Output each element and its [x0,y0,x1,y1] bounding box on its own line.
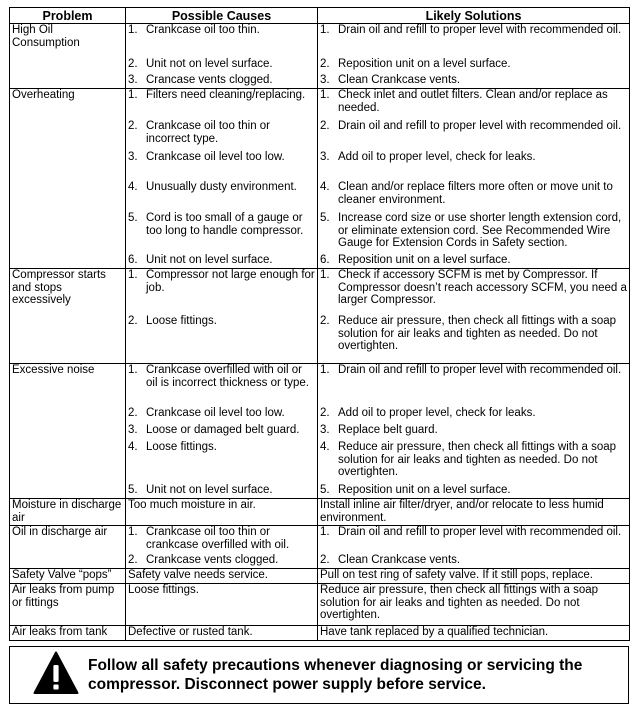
problem-cell: Air leaks from tank [10,626,126,641]
solution-text: Replace belt guard. [338,424,438,436]
table-row [10,120,630,151]
cause-text: Loose fittings. [146,315,217,327]
solution-cell [318,407,630,424]
cause-text: Loose fittings. [146,441,217,453]
cause-number: 1. [128,89,138,101]
cause-text: Crankcase oil too thin or incorrect type. [146,120,271,145]
cause-text: Crankcase overfilled with oil or oil is incorrect thickness or type. [146,364,309,389]
cause-cell [126,424,318,441]
cause-cell [126,364,318,408]
solution-cell [318,181,630,212]
solution-text: Clean and/or replace filters more often or move unit to cleaner environment. [338,181,613,206]
cause-cell [126,407,318,424]
problem-cell: Overheating [10,89,126,121]
problem-cell [10,58,126,74]
problem-cell: Moisture in discharge air [10,499,126,526]
cause-text: Unit not on level surface. [146,484,273,496]
cause-number: 1. [128,24,138,36]
solution-number: 1. [320,89,330,101]
cause-cell [126,441,318,484]
solution-text: Drain oil and refill to proper level with recommended oil. [338,526,622,538]
solution-cell [318,424,630,441]
solution-number: 2. [320,58,330,70]
cause-cell: Safety valve needs service. [126,569,318,584]
cause-number: 3. [128,151,138,163]
solution-text: Increase cord size or use shorter length extension cord, or eliminate extension cord. See Recommended Wire Gauge for Extension Cords in Safety section. [338,212,622,250]
solution-text: Check if accessory SCFM is met by Compressor. If Compressor doesn’t reach accessory SCFM, you need a larger Compressor. [338,269,627,307]
cause-number: 1. [128,269,138,281]
cause-cell [126,24,318,59]
problem-cell [10,407,126,424]
problem-cell: High Oil Consumption [10,24,126,59]
solution-text: Reposition unit on a level surface. [338,484,511,496]
solution-number: 3. [320,151,330,163]
solution-number: 1. [320,269,330,281]
solution-cell [318,58,630,74]
cause-cell [126,151,318,181]
solution-number: 5. [320,484,330,496]
solution-cell [318,554,630,569]
cause-number: 6. [128,254,138,266]
cause-number: 2. [128,554,138,566]
cause-cell [126,526,318,555]
solution-cell [318,74,630,89]
cause-text: Cord is too small of a gauge or too long to handle compressor. [146,212,304,237]
cause-cell [126,120,318,151]
table-row [10,212,630,254]
cause-cell [126,181,318,212]
solution-cell [318,441,630,484]
problem-cell [10,254,126,269]
problem-cell [10,484,126,499]
solution-text: Reposition unit on a level surface. [338,58,511,70]
table-row [10,441,630,484]
solution-text: Reposition unit on a level surface. [338,254,511,266]
cause-cell [126,89,318,121]
solution-cell: Pull on test ring of safety valve. If it still pops, replace. [318,569,630,584]
problem-cell [10,151,126,181]
cause-text: Unit not on level surface. [146,254,273,266]
table-row [10,181,630,212]
warning-triangle-icon [33,651,79,695]
solution-cell [318,212,630,254]
solution-cell [318,151,630,181]
table-row [10,315,630,364]
problem-cell [10,424,126,441]
cause-text: Unusually dusty environment. [146,181,297,193]
table-row [10,626,630,641]
header-problem: Problem [10,8,126,24]
table-row [10,407,630,424]
cause-number: 2. [128,407,138,419]
solution-text: Reduce air pressure, then check all fittings with a soap solution for air leaks and tighten as needed. Do not overtighten. [338,315,617,353]
table-row [10,584,630,626]
cause-cell: Defective or rusted tank. [126,626,318,641]
cause-number: 4. [128,181,138,193]
table-row [10,24,630,59]
cause-text: Filters need cleaning/replacing. [146,89,306,101]
solution-number: 2. [320,554,330,566]
solution-cell [318,269,630,316]
safety-warning-box [9,646,629,704]
problem-cell [10,441,126,484]
solution-cell [318,484,630,499]
cause-number: 1. [128,526,138,538]
solution-number: 3. [320,74,330,86]
problem-cell [10,212,126,254]
solution-cell [318,24,630,59]
solution-number: 5. [320,212,330,224]
troubleshooting-table [9,7,630,641]
problem-cell [10,554,126,569]
problem-cell [10,74,126,89]
solution-cell [318,89,630,121]
solution-cell [318,315,630,364]
solution-number: 2. [320,407,330,419]
solution-text: Drain oil and refill to proper level with recommended oil. [338,24,622,36]
cause-text: Compressor not large enough for job. [146,269,315,294]
table-row [10,364,630,408]
solution-text: Drain oil and refill to proper level with recommended oil. [338,364,622,376]
cause-text: Crankcase oil too thin. [146,24,260,36]
solution-cell: Reduce air pressure, then check all fittings with a soap solution for air leaks and tighten as needed. Do not overtighten. [318,584,630,626]
solution-number: 1. [320,526,330,538]
solution-number: 1. [320,24,330,36]
table-row [10,269,630,316]
cause-cell [126,74,318,89]
problem-cell: Compressor starts and stops excessively [10,269,126,316]
table-row [10,554,630,569]
table-row [10,424,630,441]
cause-cell [126,58,318,74]
cause-cell: Loose fittings. [126,584,318,626]
table-row [10,58,630,74]
solution-cell [318,526,630,555]
solution-text: Reduce air pressure, then check all fittings with a soap solution for air leaks and tighten as needed. Do not overtighten. [338,441,617,479]
table-row [10,89,630,121]
table-row [10,569,630,584]
cause-number: 4. [128,441,138,453]
cause-text: Crancase vents clogged. [146,74,273,86]
solution-number: 2. [320,315,330,327]
table-row [10,499,630,526]
solution-cell: Install inline air filter/dryer, and/or relocate to less humid environment. [318,499,630,526]
cause-cell [126,254,318,269]
solution-cell [318,364,630,408]
solution-text: Add oil to proper level, check for leaks. [338,151,536,163]
solution-text: Add oil to proper level, check for leaks. [338,407,536,419]
cause-number: 5. [128,212,138,224]
cause-cell [126,269,318,316]
solution-number: 2. [320,120,330,132]
solution-text: Drain oil and refill to proper level with recommended oil. [338,120,622,132]
cause-text: Loose or damaged belt guard. [146,424,300,436]
table-header-row [10,8,630,24]
solution-number: 4. [320,181,330,193]
problem-cell [10,181,126,212]
cause-cell [126,484,318,499]
cause-cell [126,212,318,254]
solution-cell [318,254,630,269]
solution-number: 4. [320,441,330,453]
cause-text: Unit not on level surface. [146,58,273,70]
cause-text: Crankcase oil too thin or crankcase overfilled with oil. [146,526,290,551]
cause-text: Crankcase oil level too low. [146,407,285,419]
cause-cell [126,554,318,569]
cause-cell [126,315,318,364]
table-row [10,484,630,499]
cause-number: 3. [128,74,138,86]
safety-warning-text: Follow all safety precautions whenever diagnosing or servicing the compressor. Disconnect power supply before service. [88,657,583,693]
solution-number: 1. [320,364,330,376]
problem-cell: Excessive noise [10,364,126,408]
solution-cell: Have tank replaced by a qualified technician. [318,626,630,641]
cause-number: 2. [128,315,138,327]
table-row [10,254,630,269]
table-row [10,74,630,89]
solution-number: 3. [320,424,330,436]
cause-number: 2. [128,58,138,70]
header-possible-causes: Possible Causes [126,8,318,24]
solution-number: 6. [320,254,330,266]
cause-number: 3. [128,424,138,436]
problem-cell [10,120,126,151]
cause-text: Crankcase oil level too low. [146,151,285,163]
table-row [10,526,630,555]
problem-cell [10,315,126,364]
cause-number: 5. [128,484,138,496]
cause-text: Crankcase vents clogged. [146,554,279,566]
problem-cell: Air leaks from pump or fittings [10,584,126,626]
cause-number: 2. [128,120,138,132]
cause-cell: Too much moisture in air. [126,499,318,526]
cause-number: 1. [128,364,138,376]
solution-cell [318,120,630,151]
solution-text: Clean Crankcase vents. [338,74,461,86]
solution-text: Check inlet and outlet filters. Clean and/or replace as needed. [338,89,608,114]
problem-cell: Safety Valve “pops” [10,569,126,584]
problem-cell: Oil in discharge air [10,526,126,555]
header-likely-solutions: Likely Solutions [318,8,630,24]
table-row [10,151,630,181]
solution-text: Clean Crankcase vents. [338,554,461,566]
